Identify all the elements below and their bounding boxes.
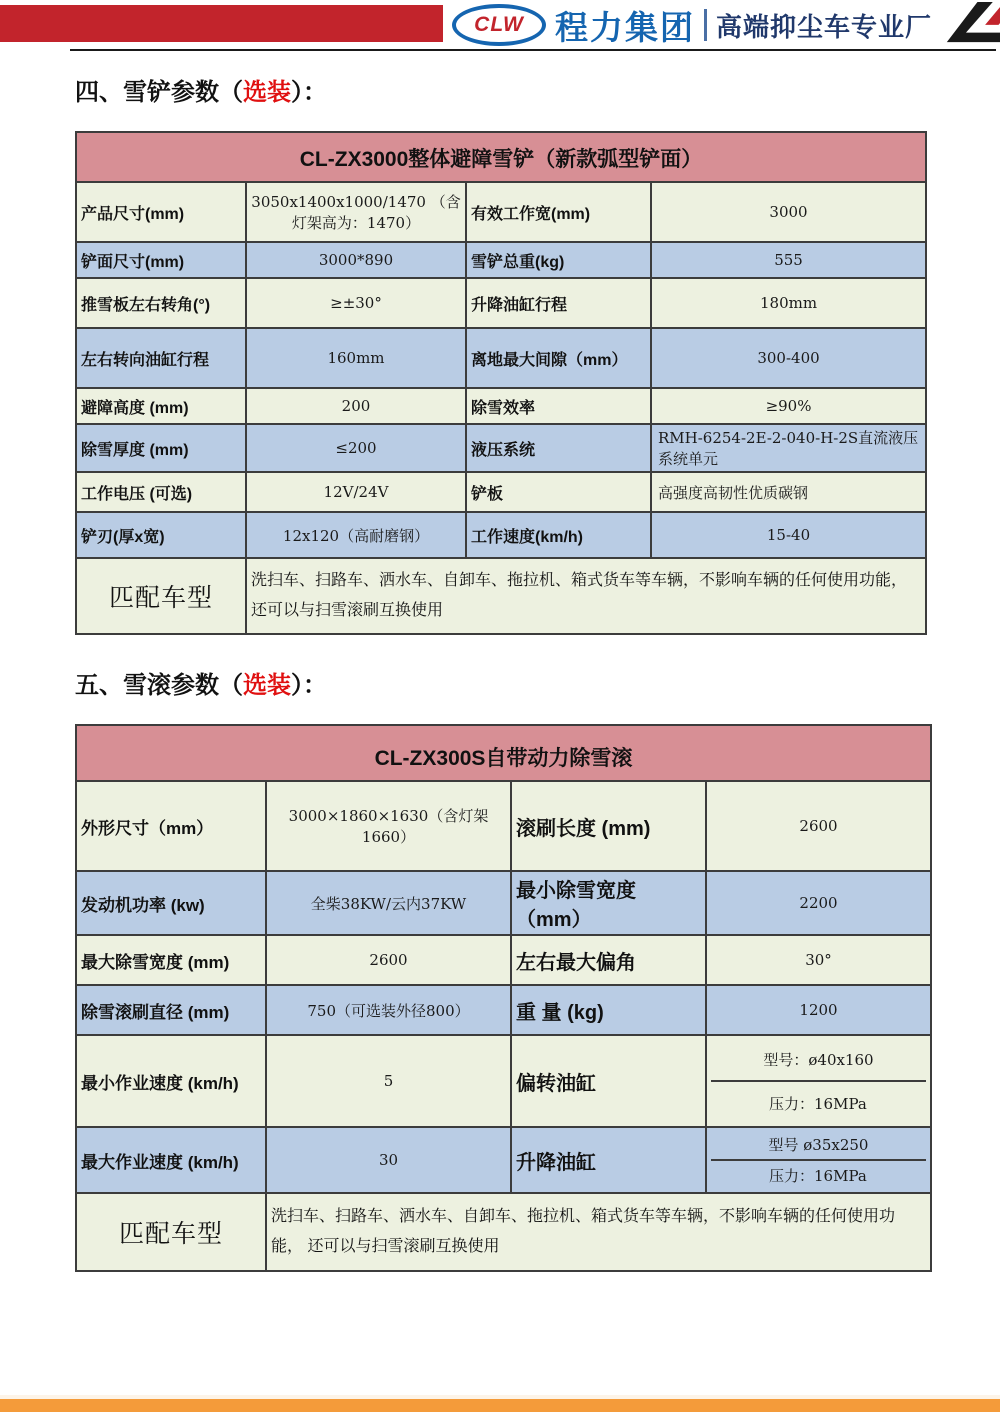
table-row: [76, 182, 926, 242]
shovel-table-title: CL-ZX3000整体避障雪铲（新款弧型铲面）: [76, 132, 926, 182]
spec-value: 12x120（高耐磨钢）: [246, 512, 466, 558]
spec-label: 铲刃(厚x宽): [76, 512, 246, 558]
spec-value: 3000×1860×1630（含灯架 1660）: [266, 781, 511, 871]
spec-label: 最小除雪宽度（mm）: [511, 871, 706, 935]
match-vehicle-value: 洗扫车、扫路车、洒水车、自卸车、拖拉机、箱式货车等车辆，不影响车辆的任何使用功能， 还可以与扫雪滚刷互换使用: [246, 558, 926, 634]
table-row: [76, 424, 926, 472]
spec-value: 180mm: [651, 278, 926, 328]
spec-label: 避障高度 (mm): [76, 388, 246, 424]
table-row: [76, 472, 926, 512]
spec-value: 1200: [706, 985, 931, 1035]
spec-label: 外形尺寸（mm）: [76, 781, 266, 871]
spec-value: 高强度高韧性优质碳钢: [651, 472, 926, 512]
table-row: [76, 781, 931, 871]
cylinder-pressure: 压力：16MPa: [769, 1167, 867, 1185]
table-row: [76, 132, 926, 182]
spec-label: 左右最大偏角: [511, 935, 706, 985]
spec-label: 产品尺寸(mm): [76, 182, 246, 242]
table-row: [76, 388, 926, 424]
section-title-prefix: 四、雪铲参数（: [75, 79, 243, 106]
spec-value: 3050x1400x1000/1470 （含灯架高为：1470）: [246, 182, 466, 242]
spec-label: 升降油缸: [511, 1127, 706, 1193]
spec-value: 12V/24V: [246, 472, 466, 512]
spec-value: 555: [651, 242, 926, 278]
section-title-prefix: 五、雪滚参数（: [75, 672, 243, 699]
spec-label: 工作速度(km/h): [466, 512, 651, 558]
table-row: [76, 512, 926, 558]
spec-label: 滚刷长度 (mm): [511, 781, 706, 871]
spec-label: 除雪滚刷直径 (mm): [76, 985, 266, 1035]
table-row: [76, 871, 931, 935]
section-title-shovel: [75, 72, 1000, 107]
table-row: [76, 278, 926, 328]
cylinder-spec-cell: [706, 1035, 931, 1127]
spec-value: ≥90%: [651, 388, 926, 424]
spec-label: 除雪效率: [466, 388, 651, 424]
logo-divider: [704, 9, 707, 41]
clw-logo-badge: [452, 4, 546, 46]
brand-name: 程力集团: [555, 8, 695, 46]
table-row: [76, 985, 931, 1035]
section-title-suffix: ）：: [291, 672, 327, 699]
speed-stripes-icon: [943, 1, 1000, 50]
match-vehicle-label: 匹配车型: [76, 1193, 266, 1271]
table-row: [76, 935, 931, 985]
spec-label: 铲面尺寸(mm): [76, 242, 246, 278]
spec-value: 200: [246, 388, 466, 424]
spec-label: 离地最大间隙（mm）: [466, 328, 651, 388]
spec-value: 全柴38KW/云内37KW: [266, 871, 511, 935]
brand-tagline: 高端抑尘车专业厂: [716, 11, 933, 42]
page-content: [0, 58, 1000, 1272]
spec-label: 工作电压 (可选): [76, 472, 246, 512]
spec-value: 30°: [706, 935, 931, 985]
spec-value: 2600: [266, 935, 511, 985]
snow-shovel-spec-table: [75, 131, 927, 635]
spec-label: 升降油缸行程: [466, 278, 651, 328]
spec-value: 3000*890: [246, 242, 466, 278]
spec-label: 铲板: [466, 472, 651, 512]
optional-highlight: 选装: [243, 79, 291, 106]
spec-label: 左右转向油缸行程: [76, 328, 246, 388]
table-row: [76, 1193, 931, 1271]
spec-value: 5: [266, 1035, 511, 1127]
table-row: [76, 558, 926, 634]
cylinder-model: 型号 ø35x250: [711, 1130, 926, 1161]
spec-value: 2200: [706, 871, 931, 935]
cylinder-pressure: 压力：16MPa: [769, 1094, 867, 1113]
spec-value: 15-40: [651, 512, 926, 558]
table-row: [76, 242, 926, 278]
table-row: [76, 1035, 931, 1127]
spec-value: ≥±30°: [246, 278, 466, 328]
spec-label: 偏转油缸: [511, 1035, 706, 1127]
cylinder-spec-cell: [706, 1127, 931, 1193]
section-title-suffix: ）：: [291, 79, 327, 106]
table-row: [76, 328, 926, 388]
footer-accent-bar: [0, 1399, 1000, 1412]
table-row: [76, 1127, 931, 1193]
clw-logo-text: CLW: [474, 13, 524, 36]
section-title-roller: [75, 665, 1000, 700]
cylinder-model: 型号：ø40x160: [711, 1038, 926, 1082]
optional-highlight: 选装: [243, 672, 291, 699]
snow-roller-spec-table: [75, 724, 932, 1272]
header-red-banner: [0, 5, 443, 42]
table-row: [76, 725, 931, 781]
spec-value: 30: [266, 1127, 511, 1193]
company-logo: [452, 4, 1000, 46]
spec-value: 750（可选装外径800）: [266, 985, 511, 1035]
match-vehicle-value: 洗扫车、扫路车、洒水车、自卸车、拖拉机、箱式货车等车辆，不影响车辆的任何使用功能， 还可以与扫雪滚刷互换使用: [266, 1193, 931, 1271]
spec-label: 最大除雪宽度 (mm): [76, 935, 266, 985]
spec-value: RMH-6254-2E-2-040-H-2S直流液压系统单元: [651, 424, 926, 472]
match-vehicle-label: 匹配车型: [76, 558, 246, 634]
spec-label: 雪铲总重(kg): [466, 242, 651, 278]
spec-label: 推雪板左右转角(°): [76, 278, 246, 328]
spec-label: 重 量 (kg): [511, 985, 706, 1035]
spec-label: 液压系统: [466, 424, 651, 472]
spec-label: 最大作业速度 (km/h): [76, 1127, 266, 1193]
header-underline: [70, 49, 996, 51]
spec-value: ≤200: [246, 424, 466, 472]
spec-value: 160mm: [246, 328, 466, 388]
spec-label: 除雪厚度 (mm): [76, 424, 246, 472]
spec-value: 300-400: [651, 328, 926, 388]
spec-label: 最小作业速度 (km/h): [76, 1035, 266, 1127]
roller-table-title: CL-ZX300S自带动力除雪滚: [76, 725, 931, 781]
spec-value: 3000: [651, 182, 926, 242]
spec-label: 发动机功率 (kw): [76, 871, 266, 935]
spec-value: 2600: [706, 781, 931, 871]
spec-label: 有效工作宽(mm): [466, 182, 651, 242]
